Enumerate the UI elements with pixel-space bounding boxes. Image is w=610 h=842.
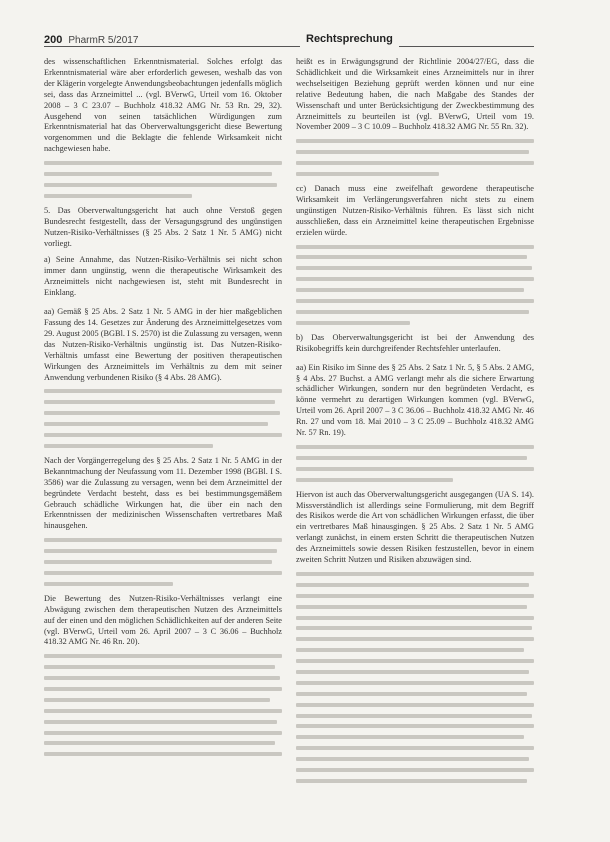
unreadable-text-lines [296, 445, 534, 482]
paragraph: Die Bewertung des Nutzen-Risiko-Verhältnisses verlangt eine Abwägung zwischen dem therapeutischen Nutzen des Arzneimittels auf der einen und den möglichen Schädlichkeiten auf der anderen Seite (vgl. BVerwG, Urteil vom 26. April 2007 – 3 C 36.06 – Buchholz 418.32 AMG Nr. 46 Rn. 20). [44, 593, 282, 647]
page-number: 200 [44, 34, 63, 46]
page-header [44, 28, 534, 47]
paragraph: aa) Ein Risiko im Sinne des § 25 Abs. 2 Satz 1 Nr. 5, § 5 Abs. 2 AMG, § 4 Abs. 27 Buchst. a AMG verlangt mehr als die sichere Erwartung schädlicher Wirkungen, sondern nur den begründeten Verdacht, es könne vermehrt zu derartigen Wirkungen kommen (vgl. BVerwG, Urteil vom 26. April 2007 – 3 C 36.06 – Buchholz 418.32 AMG Nr. 46 Rn. 27 und vom 18. Mai 2010 – 3 C 25.09 – Buchholz 418.32 AMG Nr. 57 Rn. 19). [296, 362, 534, 438]
unreadable-text-lines [44, 654, 282, 756]
paragraph: heißt es in Erwägungsgrund der Richtlinie 2004/27/EG, dass die Schädlichkeit und die Wirksamkeit eines Arzneimittels nur in ihrer wechselseitigen Beziehung geprüft werden können und nur eine relative Bedeutung haben, die nach Maßgabe des Standes der Wissenschaft und unter Berücksichtigung der Zweckbestimmung des Arzneimittels zu beurteilen ist (vgl. BVerwG, Urteil vom 19. November 2009 – 3 C 10.09 – Buchholz 418.32 AMG Nr. 55 Rn. 32). [296, 57, 534, 132]
section-title: Rechtsprechung [300, 33, 399, 47]
paragraph: 5. Das Oberverwaltungsgericht hat auch ohne Verstoß gegen Bundesrecht festgestellt, dass der Versagungsgrund des ungünstigen Nutzen-Risiko-Verhältnisses (§ 25 Abs. 2 Satz 1 Nr. 5 AMG) nicht vorliegt. [44, 205, 282, 248]
paragraph: aa) Gemäß § 25 Abs. 2 Satz 1 Nr. 5 AMG in der hier maßgeblichen Fassung des 14. Gesetzes zur Änderung des Arzneimittelgesetzes vom 29. August 2005 (BGBl. I S. 2570) ist die Zulassung zu versagen, wenn das Nutzen-Risiko-Verhältnis ungünstig ist. Das Nutzen-Risiko-Verhältnis umfasst eine Bewertung der positiven therapeutischen Wirkungen des Arzneimittels im Verhältnis zu dem mit seiner Anwendung verbundenen Risiko (§ 4 Abs. 28 AMG). [44, 307, 282, 382]
paragraph: a) Seine Annahme, das Nutzen-Risiko-Verhältnis sei nicht schon immer dann ungünstig, wenn die therapeutische Wirksamkeit des Arzneimittels nicht nachgewiesen ist, steht mit Bundesrecht in Einklang. [44, 255, 282, 298]
unreadable-text-lines [44, 538, 282, 586]
paragraph: b) Das Oberverwaltungsgericht ist bei der Anwendung des Risikobegriffs kein durchgreifender Rechtsfehler unterlaufen. [296, 332, 534, 353]
journal-citation: PharmR 5/2017 [68, 35, 139, 46]
unreadable-text-lines [296, 139, 534, 176]
unreadable-text-lines [296, 245, 534, 325]
text-columns [44, 57, 534, 817]
paragraph: cc) Danach muss eine zweifelhaft gewordene therapeutische Wirksamkeit im Verlängerungsverfahren nicht stets zu einem ungünstigen Nutzen-Risiko-Verhältnis führen. Es lässt sich nicht ausschließen, dass ein Arzneimittel keine therapeutischen Ergebnisse erzielen würde. [296, 184, 534, 237]
unreadable-text-lines [44, 389, 282, 447]
paragraph: des wissenschaftlichen Erkenntnismaterial. Solches erfolgt das Erkenntnismaterial wäre aber erforderlich gewesen, weshalb das von der Klägerin vorgelegte Anwendungsbeobachtungen jedenfalls möglich sei, dass das Arzneimittel ... (vgl. BVerwG, Urteil vom 16. Oktober 2008 – 3 C 23.07 – Buchholz 418.32 AMG Nr. 53 Rn. 29, 32). Ausgehend von seinen tatsächlichen Würdigungen zum Erkenntnismaterial hat das Oberverwaltungsgericht diese Bewertung vorgenommen und die Beklagte die fehlende Wirksamkeit nicht nachgewiesen habe. [44, 57, 282, 154]
unreadable-text-lines [44, 161, 282, 198]
unreadable-text-lines [296, 572, 534, 783]
paragraph: Hiervon ist auch das Oberverwaltungsgericht ausgegangen (UA S. 14). Missverständlich ist allerdings seine Formulierung, mit dem Begriff des Risikos werde die Art von schädlichen Wirkungen erfasst, die über ein vertretbares Maß hinausgingen. § 25 Abs. 2 Satz 1 Nr. 5 AMG verlangt zunächst, in einem ersten Schritt die therapeutischen Nutzen des Arzneimittels sowie dessen Risiken festzustellen, bevor in einem zweiten Schritt Nutzen und Risiken abzuwägen sind. [296, 489, 534, 565]
left-column [44, 57, 282, 817]
right-column [296, 57, 534, 817]
paragraph: Nach der Vorgängerregelung des § 25 Abs. 2 Satz 1 Nr. 5 AMG in der Bekanntmachung der Neufassung vom 11. Dezember 1998 (BGBl. I S. 3586) war die Zulassung zu versagen, wenn bei dem Arzneimittel der begründete Verdacht besteht, dass es bei bestimmungsgemäßem Gebrauch schädliche Wirkungen hat, die über ein nach den Erkenntnissen der medizinischen Wissenschaften vertretbares Maß hinausgehen. [44, 455, 282, 531]
